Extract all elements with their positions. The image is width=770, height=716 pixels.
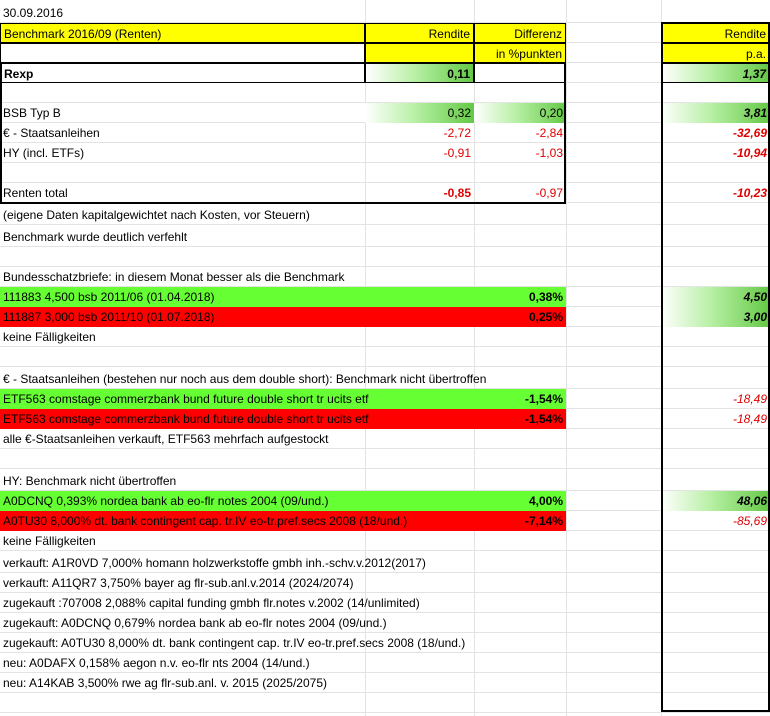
hy-note[interactable]: verkauft: A11QR7 3,750% bayer ag flr-sub.anl.v.2014 (2024/2074) bbox=[3, 576, 354, 590]
hy-note[interactable]: verkauft: A1R0VD 7,000% homann holzwerkstoffe gmbh inh.-schv.v.2012(2017) bbox=[3, 556, 426, 570]
summary-rendite[interactable]: -0,91 bbox=[443, 146, 471, 160]
rexp-label[interactable]: Rexp bbox=[0, 63, 365, 83]
hy-note[interactable]: zugekauft :707008 2,088% capital funding gmbh flr.notes v.2002 (14/unlimited) bbox=[3, 596, 420, 610]
empty-cell[interactable] bbox=[365, 43, 474, 63]
hy-note[interactable]: keine Fälligkeiten bbox=[3, 534, 96, 548]
hy-note-row bbox=[0, 573, 770, 593]
summary-diff[interactable]: 0,20 bbox=[474, 103, 566, 123]
bsb-value[interactable]: 0,38% bbox=[528, 290, 563, 304]
header-row bbox=[0, 23, 770, 43]
rexp-pa[interactable]: 1,37 bbox=[661, 63, 770, 83]
summary-rendite[interactable]: 0,32 bbox=[365, 103, 474, 123]
hy-note-row bbox=[0, 653, 770, 673]
blank-row bbox=[0, 449, 770, 469]
summary-diff[interactable]: -2,84 bbox=[535, 126, 563, 140]
summary-pa[interactable]: -10,94 bbox=[732, 146, 767, 160]
summary-label[interactable]: BSB Typ B bbox=[3, 106, 61, 120]
bsb-note[interactable]: keine Fälligkeiten bbox=[3, 330, 96, 344]
summary-box bbox=[0, 62, 566, 204]
staats-value[interactable]: -1,54% bbox=[524, 412, 563, 426]
staats-heading[interactable]: € - Staatsanleihen (bestehen nur noch aus dem double short): Benchmark nicht übertroffen bbox=[3, 372, 487, 386]
date-cell[interactable]: 30.09.2016 bbox=[3, 6, 64, 20]
note-row bbox=[0, 429, 770, 449]
hy-value[interactable]: -7,14% bbox=[524, 514, 563, 528]
hy-row bbox=[0, 491, 770, 511]
note-row bbox=[0, 227, 770, 247]
hy-heading[interactable]: HY: Benchmark nicht übertroffen bbox=[3, 474, 177, 488]
summary-label[interactable]: HY (incl. ETFs) bbox=[3, 146, 85, 160]
hy-note[interactable]: zugekauft: A0TU30 8,000% dt. bank contingent cap. tr.IV eo-tr.pref.secs 2008 (18/und.) bbox=[3, 636, 466, 650]
hy-note-row bbox=[0, 613, 770, 633]
blank-row bbox=[0, 347, 770, 367]
hy-label[interactable]: A0TU30 8,000% dt. bank contingent cap. tr.IV eo-tr.pref.secs 2008 (18/und.) bbox=[0, 511, 566, 531]
bsb-pa[interactable]: 4,50 bbox=[661, 287, 770, 307]
bsb-label[interactable]: 111887 3,000 bsb 2011/10 (01.07.2018) bbox=[0, 307, 566, 327]
hy-pa[interactable]: 48,06 bbox=[661, 491, 770, 511]
blank-row bbox=[0, 247, 770, 267]
total-diff[interactable]: -0,97 bbox=[535, 186, 563, 200]
bsb-label[interactable]: 111883 4,500 bsb 2011/06 (01.04.2018) bbox=[0, 287, 566, 307]
hy-note-row bbox=[0, 633, 770, 653]
rendite-pa-header[interactable]: Rendite bbox=[661, 23, 770, 43]
bsb-value[interactable]: 0,25% bbox=[528, 310, 563, 324]
hy-note[interactable]: neu: A0DAFX 0,158% aegon n.v. eo-flr nts 2004 (14/und.) bbox=[3, 656, 310, 670]
summary-rendite[interactable]: -2,72 bbox=[443, 126, 471, 140]
hy-note-row bbox=[0, 673, 770, 693]
staats-row bbox=[0, 409, 770, 429]
hy-note-row bbox=[0, 553, 770, 573]
section-heading-row bbox=[0, 369, 770, 389]
staats-value[interactable]: -1,54% bbox=[524, 392, 563, 406]
summary-diff[interactable]: -1,03 bbox=[535, 146, 563, 160]
summary-pa[interactable]: 3,81 bbox=[661, 103, 770, 123]
summary-label[interactable]: € - Staatsanleihen bbox=[3, 126, 100, 140]
staats-label[interactable]: ETF563 comstage commerzbank bund future double short tr ucits etf bbox=[0, 389, 566, 409]
rexp-rendite[interactable]: 0,11 bbox=[365, 63, 474, 83]
pa-column-box bbox=[661, 22, 770, 712]
hy-note[interactable]: neu: A14KAB 3,500% rwe ag flr-sub.anl. v. 2015 (2025/2075) bbox=[3, 676, 327, 690]
benchmark-label[interactable]: Benchmark 2016/09 (Renten) bbox=[0, 23, 365, 43]
staats-pa[interactable]: -18,49 bbox=[732, 412, 767, 426]
bsb-row bbox=[0, 307, 770, 327]
staats-note[interactable]: alle €-Staatsanleihen verkauft, ETF563 mehrfach aufgestockt bbox=[3, 432, 329, 446]
empty-cell[interactable] bbox=[0, 43, 365, 63]
note-own-data[interactable]: (eigene Daten kapitalgewichtet nach Kosten, vor Steuern) bbox=[3, 208, 310, 222]
hy-row bbox=[0, 511, 770, 531]
bsb-row bbox=[0, 287, 770, 307]
hy-note-row bbox=[0, 593, 770, 613]
header-row-2 bbox=[0, 43, 770, 63]
differenz-unit[interactable]: in %punkten bbox=[474, 43, 566, 63]
hy-value[interactable]: 4,00% bbox=[528, 494, 563, 508]
blank-row bbox=[0, 693, 770, 713]
section-heading-row bbox=[0, 267, 770, 287]
staats-pa[interactable]: -18,49 bbox=[732, 392, 767, 406]
rendite-header[interactable]: Rendite bbox=[365, 23, 474, 43]
note-row bbox=[0, 205, 770, 225]
note-missed[interactable]: Benchmark wurde deutlich verfehlt bbox=[3, 230, 188, 244]
staats-row bbox=[0, 389, 770, 409]
rendite-pa-unit[interactable]: p.a. bbox=[661, 43, 770, 63]
hy-note[interactable]: zugekauft: A0DCNQ 0,679% nordea bank ab eo-flr notes 2004 (09/und.) bbox=[3, 616, 387, 630]
differenz-header[interactable]: Differenz bbox=[474, 23, 566, 43]
total-pa[interactable]: -10,23 bbox=[732, 186, 767, 200]
summary-pa[interactable]: -32,69 bbox=[732, 126, 767, 140]
bsb-pa[interactable]: 3,00 bbox=[661, 307, 770, 327]
hy-pa[interactable]: -85,69 bbox=[732, 514, 767, 528]
date-row bbox=[0, 3, 770, 23]
section-heading-row bbox=[0, 471, 770, 491]
note-row bbox=[0, 327, 770, 347]
staats-label[interactable]: ETF563 comstage commerzbank bund future double short tr ucits etf bbox=[0, 409, 566, 429]
total-label[interactable]: Renten total bbox=[3, 186, 68, 200]
hy-label[interactable]: A0DCNQ 0,393% nordea bank ab eo-flr notes 2004 (09/und.) bbox=[0, 491, 566, 511]
total-rendite[interactable]: -0,85 bbox=[443, 186, 471, 200]
bsb-heading[interactable]: Bundesschatzbriefe: in diesem Monat besser als die Benchmark bbox=[3, 270, 345, 284]
hy-note-row bbox=[0, 531, 770, 551]
